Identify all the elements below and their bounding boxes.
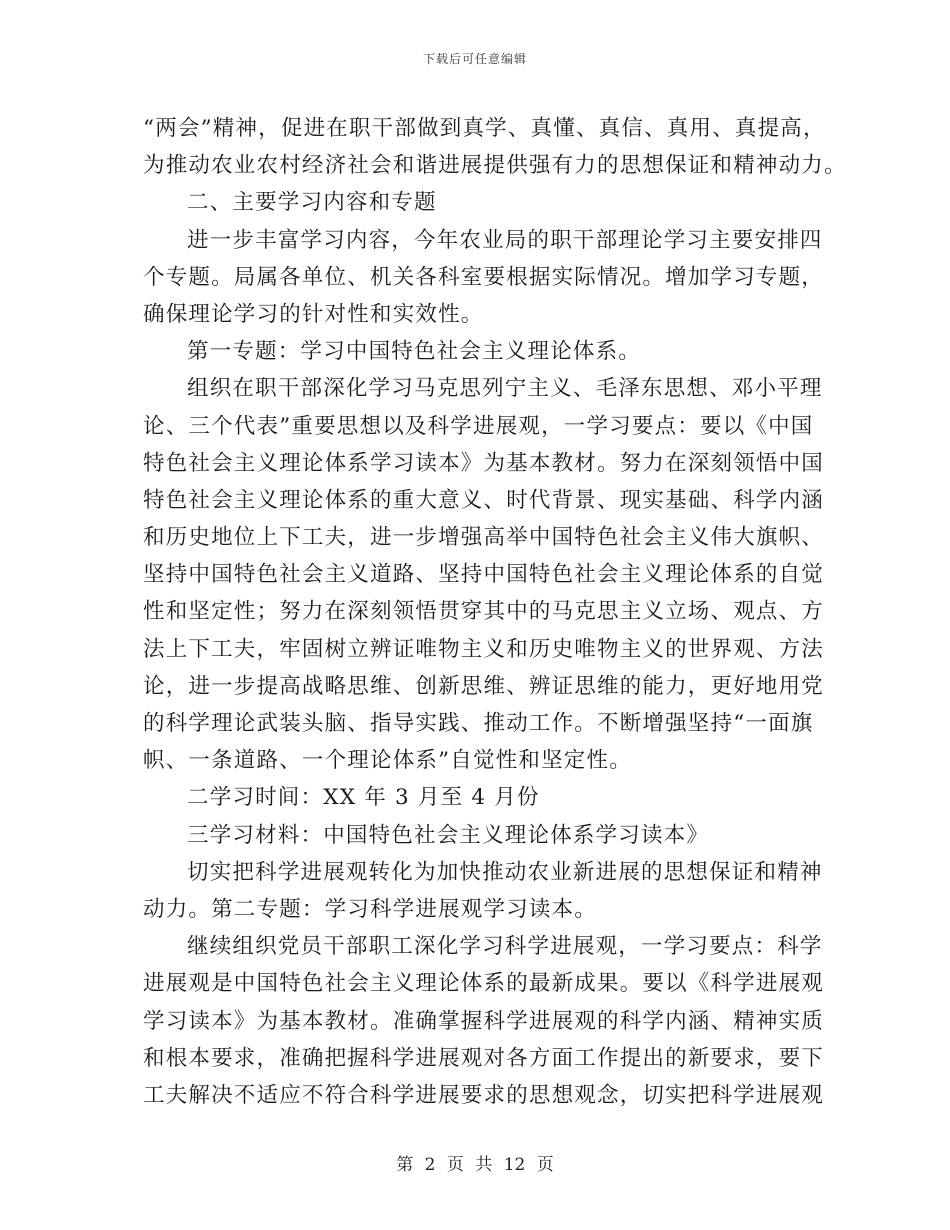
text-line: 的科学理论武装头脑、指导实践、推动工作。不断增强坚持“一面旗: [143, 711, 814, 736]
page-header: 下载后可任意编辑: [422, 52, 527, 66]
text-line: 特色社会主义理论体系的重大意义、时代背景、现实基础、科学内涵: [143, 487, 825, 513]
text-line: “两会”精神，促进在职干部做到真学、真懂、真信、真用、真提高，: [143, 116, 826, 141]
page-number-footer: 第 2 页 共 12 页: [396, 1155, 554, 1175]
text-line: 法上下工夫，牢固树立辨证唯物主义和历史唯物主义的世界观、方法: [143, 636, 825, 662]
text-line: 为推动农业农村经济社会和谐进展提供强有力的思想保证和精神动力。: [143, 153, 847, 179]
text-line: 和历史地位上下工夫，进一步增强高举中国特色社会主义伟大旗帜、: [143, 525, 825, 551]
text-line: 进一步丰富学习内容，今年农业局的职干部理论学习主要安排四: [187, 227, 823, 253]
text-line: 性和坚定性；努力在深刻领悟贯穿其中的马克思主义立场、观点、方: [143, 599, 825, 625]
text-line: 二学习时间：XX 年 3 月至 4 月份: [187, 785, 540, 811]
text-line: 动力。第二专题：学习科学进展观学习读本。: [143, 896, 598, 922]
text-line: 确保理论学习的针对性和实效性。: [143, 301, 484, 327]
text-line: 学习读本》为基本教材。准确掌握科学进展观的科学内涵、精神实质: [143, 1008, 825, 1034]
text-line: 进展观是中国特色社会主义理论体系的最新成果。要以《科学进展观: [143, 971, 825, 997]
text-line: 工夫解决不适应不符合科学进展要求的思想观念，切实把科学进展观: [143, 1082, 825, 1108]
text-line: 第一专题：学习中国特色社会主义理论体系。: [187, 339, 642, 365]
text-line: 论，进一步提高战略思维、创新思维、辨证思维的能力，更好地用党: [143, 673, 825, 699]
text-line: 继续组织党员干部职工深化学习科学进展观，一学习要点：科学: [187, 934, 823, 960]
text-line: 论、三个代表”重要思想以及科学进展观，一学习要点：要以《中国: [143, 413, 814, 439]
text-line: 三学习材料：中国特色社会主义理论体系学习读本》: [187, 822, 710, 848]
document-body: [143, 110, 847, 1114]
text-line: 帜、一条道路、一个理论体系”自觉性和坚定性。: [143, 748, 632, 774]
text-line: 坚持中国特色社会主义道路、坚持中国特色社会主义理论体系的自觉: [143, 562, 825, 588]
text-line: 二、主要学习内容和专题: [187, 190, 437, 216]
text-line: 组织在职干部深化学习马克思列宁主义、毛泽东思想、邓小平理: [187, 376, 823, 402]
text-line: 个专题。局属各单位、机关各科室要根据实际情况。增加学习专题，: [143, 264, 825, 290]
text-line: 切实把科学进展观转化为加快推动农业新进展的思想保证和精神: [187, 859, 823, 885]
text-line: 和根本要求，准确把握科学进展观对各方面工作提出的新要求，要下: [143, 1045, 825, 1071]
text-line: 特色社会主义理论体系学习读本》为基本教材。努力在深刻领悟中国: [143, 450, 825, 476]
